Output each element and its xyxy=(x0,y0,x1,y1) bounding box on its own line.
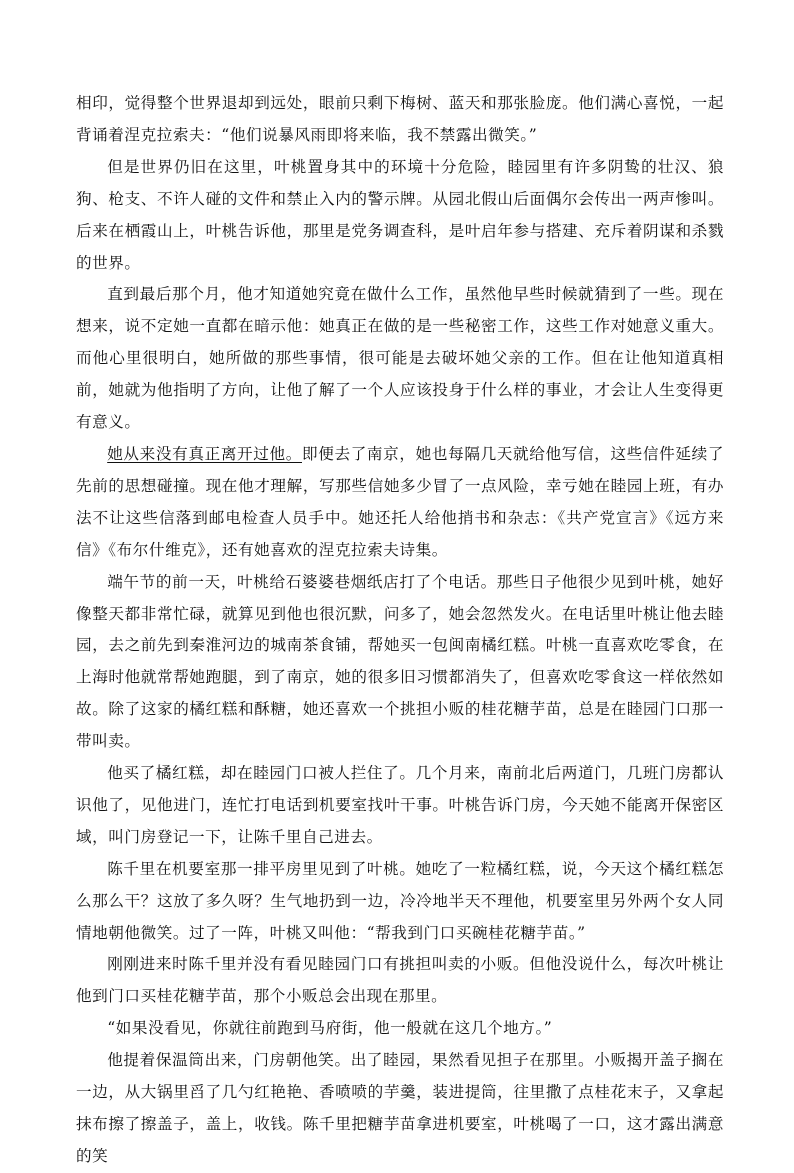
paragraph-5: 端午节的前一天，叶桃给石婆婆巷烟纸店打了个电话。那些日子他很少见到叶桃，她好像整天都非常忙碌，就算见到他也很沉默，问多了，她会忽然发火。在电话里叶桃让他去睦园，去之前先到秦淮河边的城南茶食铺，帮她买一包闽南橘红糕。叶桃一直喜欢吃零食，在上海时他就常帮她跑腿，到了南京，她的很多旧习惯都消失了，但喜欢吃零食这一样依然如故。除了这家的橘红糕和酥糖，她还喜欢一个挑担小贩的桂花糖芋苗，总是在睦园门口那一带叫卖。 xyxy=(76,572,724,751)
document-body xyxy=(76,88,724,1173)
paragraph-10: 他提着保温筒出来，门房朝他笑。出了睦园，果然看见担子在那里。小贩揭开盖子搁在一边，从大锅里舀了几勺红艳艳、香喷喷的芋羹，装进提筒，往里撒了点桂花末子，又拿起抹布擦了擦盖子，盖上，收钱。陈千里把糖芋苗拿进机要室，叶桃喝了一口，这才露出满意的笑 xyxy=(76,1051,724,1165)
paragraph-4-rest: 即便去了南京，她也每隔几天就给他写信，这些信件延续了先前的思想碰撞。现在他才理解，写那些信她多少冒了一点风险，幸亏她在睦园上班，有办法不让这些信落到邮电检查人员手中。她还托人给他捎书和杂志：《共产党宣言》《远方来信》《布尔什维克》，还有她喜欢的涅克拉索夫诗集。 xyxy=(76,444,724,559)
paragraph-4 xyxy=(76,439,724,567)
paragraph-7: 陈千里在机要室那一排平房里见到了叶桃。她吃了一粒橘红糕，说，今天这个橘红糕怎么那么干？这放了多久呀？生气地扔到一边，冷冷地半天不理他，机要室里另外两个女人同情地朝他微笑。过了一阵，叶桃又叫他：“帮我到门口买碗桂花糖芋苗。” xyxy=(76,859,724,942)
paragraph-8: 刚刚进来时陈千里并没有看见睦园门口有挑担叫卖的小贩。但他没说什么，每次叶桃让他到门口买桂花糖芋苗，那个小贩总会出现在那里。 xyxy=(76,955,724,1006)
paragraph-6: 他买了橘红糕，却在睦园门口被人拦住了。几个月来，南前北后两道门，几班门房都认识他了，见他进门，连忙打电话到机要室找叶干事。叶桃告诉门房，今天她不能离开保密区域，叫门房登记一下，让陈千里自己进去。 xyxy=(76,764,724,846)
paragraph-2: 但是世界仍旧在这里，叶桃置身其中的环境十分危险，睦园里有许多阴鸷的壮汉、狼狗、枪支、不许人碰的文件和禁止入内的警示牌。从园北假山后面偶尔会传出一两声惨叫。后来在栖霞山上，叶桃告诉他，那里是党务调查科，是叶启年参与搭建、充斥着阴谋和杀戮的世界。 xyxy=(76,157,724,272)
paragraph-1: 相印，觉得整个世界退却到远处，眼前只剩下梅树、蓝天和那张脸庞。他们满心喜悦，一起背诵着涅克拉索夫：“他们说暴风雨即将来临，我不禁露出微笑。” xyxy=(76,94,724,144)
paragraph-9: “如果没看见，你就往前跑到马府街，他一般就在这几个地方。” xyxy=(107,1019,553,1038)
paragraph-3: 直到最后那个月，他才知道她究竟在做什么工作，虽然他早些时候就猜到了一些。现在想来，说不定她一直都在暗示他：她真正在做的是一些秘密工作，这些工作对她意义重大。而他心里很明白，她所做的那些事情，很可能是去破坏她父亲的工作。但在让他知道真相前，她就为他指明了方向，让他了解了一个人应该投身于什么样的事业，才会让人生变得更有意义。 xyxy=(76,285,724,432)
underlined-sentence: 她从来没有真正离开过他。 xyxy=(107,444,302,463)
